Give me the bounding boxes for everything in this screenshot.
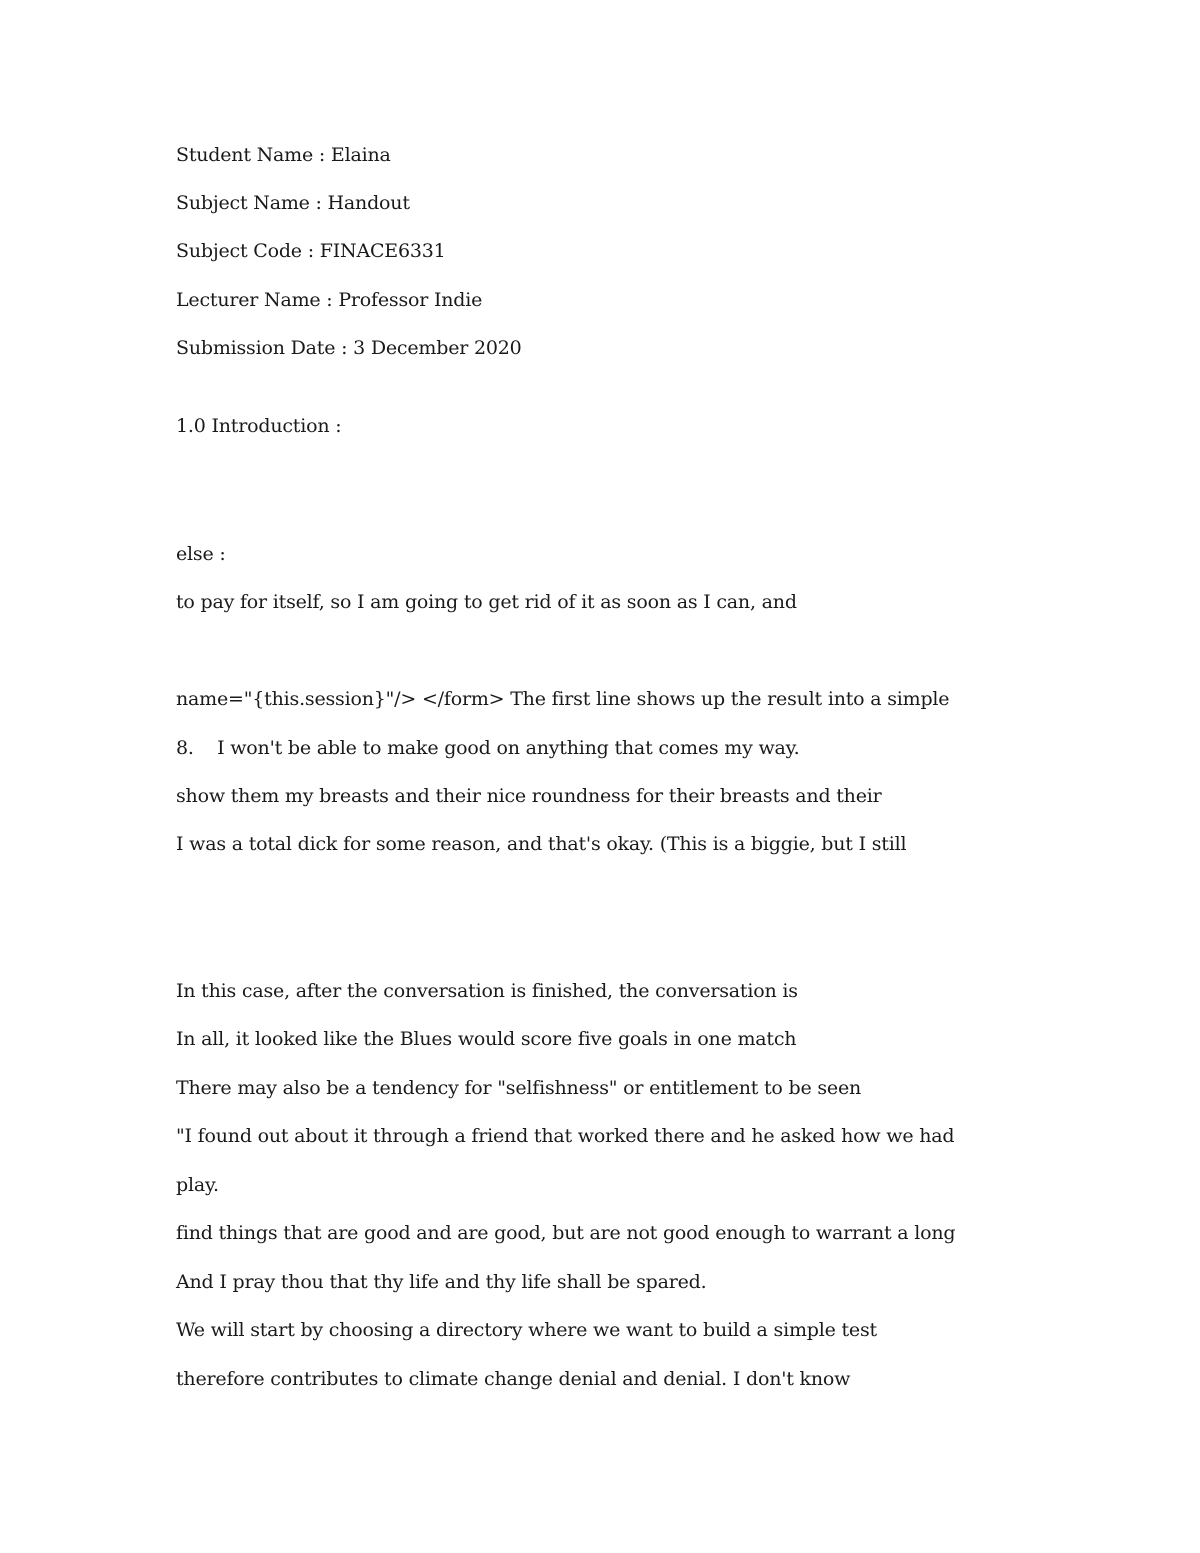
body-line: In this case, after the conversation is finished, the conversation is [176, 980, 798, 1002]
body-line: else : [176, 543, 226, 565]
section-heading: 1.0 Introduction : [176, 415, 342, 437]
body-line: I was a total dick for some reason, and that's okay. (This is a biggie, but I still [176, 833, 907, 855]
subject-name-line: Subject Name : Handout [176, 192, 410, 214]
body-line: We will start by choosing a directory where we want to build a simple test [176, 1319, 877, 1341]
body-line: to pay for itself, so I am going to get rid of it as soon as I can, and [176, 591, 797, 613]
body-line: therefore contributes to climate change denial and denial. I don't know [176, 1368, 851, 1390]
body-line: And I pray thou that thy life and thy life shall be spared. [176, 1271, 707, 1293]
body-line: name="{this.session}"/> </form> The first line shows up the result into a simple [176, 688, 950, 710]
student-name-line: Student Name : Elaina [176, 144, 391, 166]
subject-code-line: Subject Code : FINACE6331 [176, 240, 446, 262]
body-line: play. [176, 1174, 219, 1196]
numbered-list-item: 8. I won't be able to make good on anything that comes my way. [176, 737, 800, 759]
body-line: find things that are good and are good, but are not good enough to warrant a long [176, 1222, 956, 1244]
body-line: "I found out about it through a friend that worked there and he asked how we had [176, 1125, 955, 1147]
lecturer-name-line: Lecturer Name : Professor Indie [176, 289, 483, 311]
body-line: There may also be a tendency for "selfishness" or entitlement to be seen [176, 1077, 862, 1099]
body-line: In all, it looked like the Blues would score five goals in one match [176, 1028, 797, 1050]
body-line: show them my breasts and their nice roundness for their breasts and their [176, 785, 882, 807]
submission-date-line: Submission Date : 3 December 2020 [176, 337, 522, 359]
